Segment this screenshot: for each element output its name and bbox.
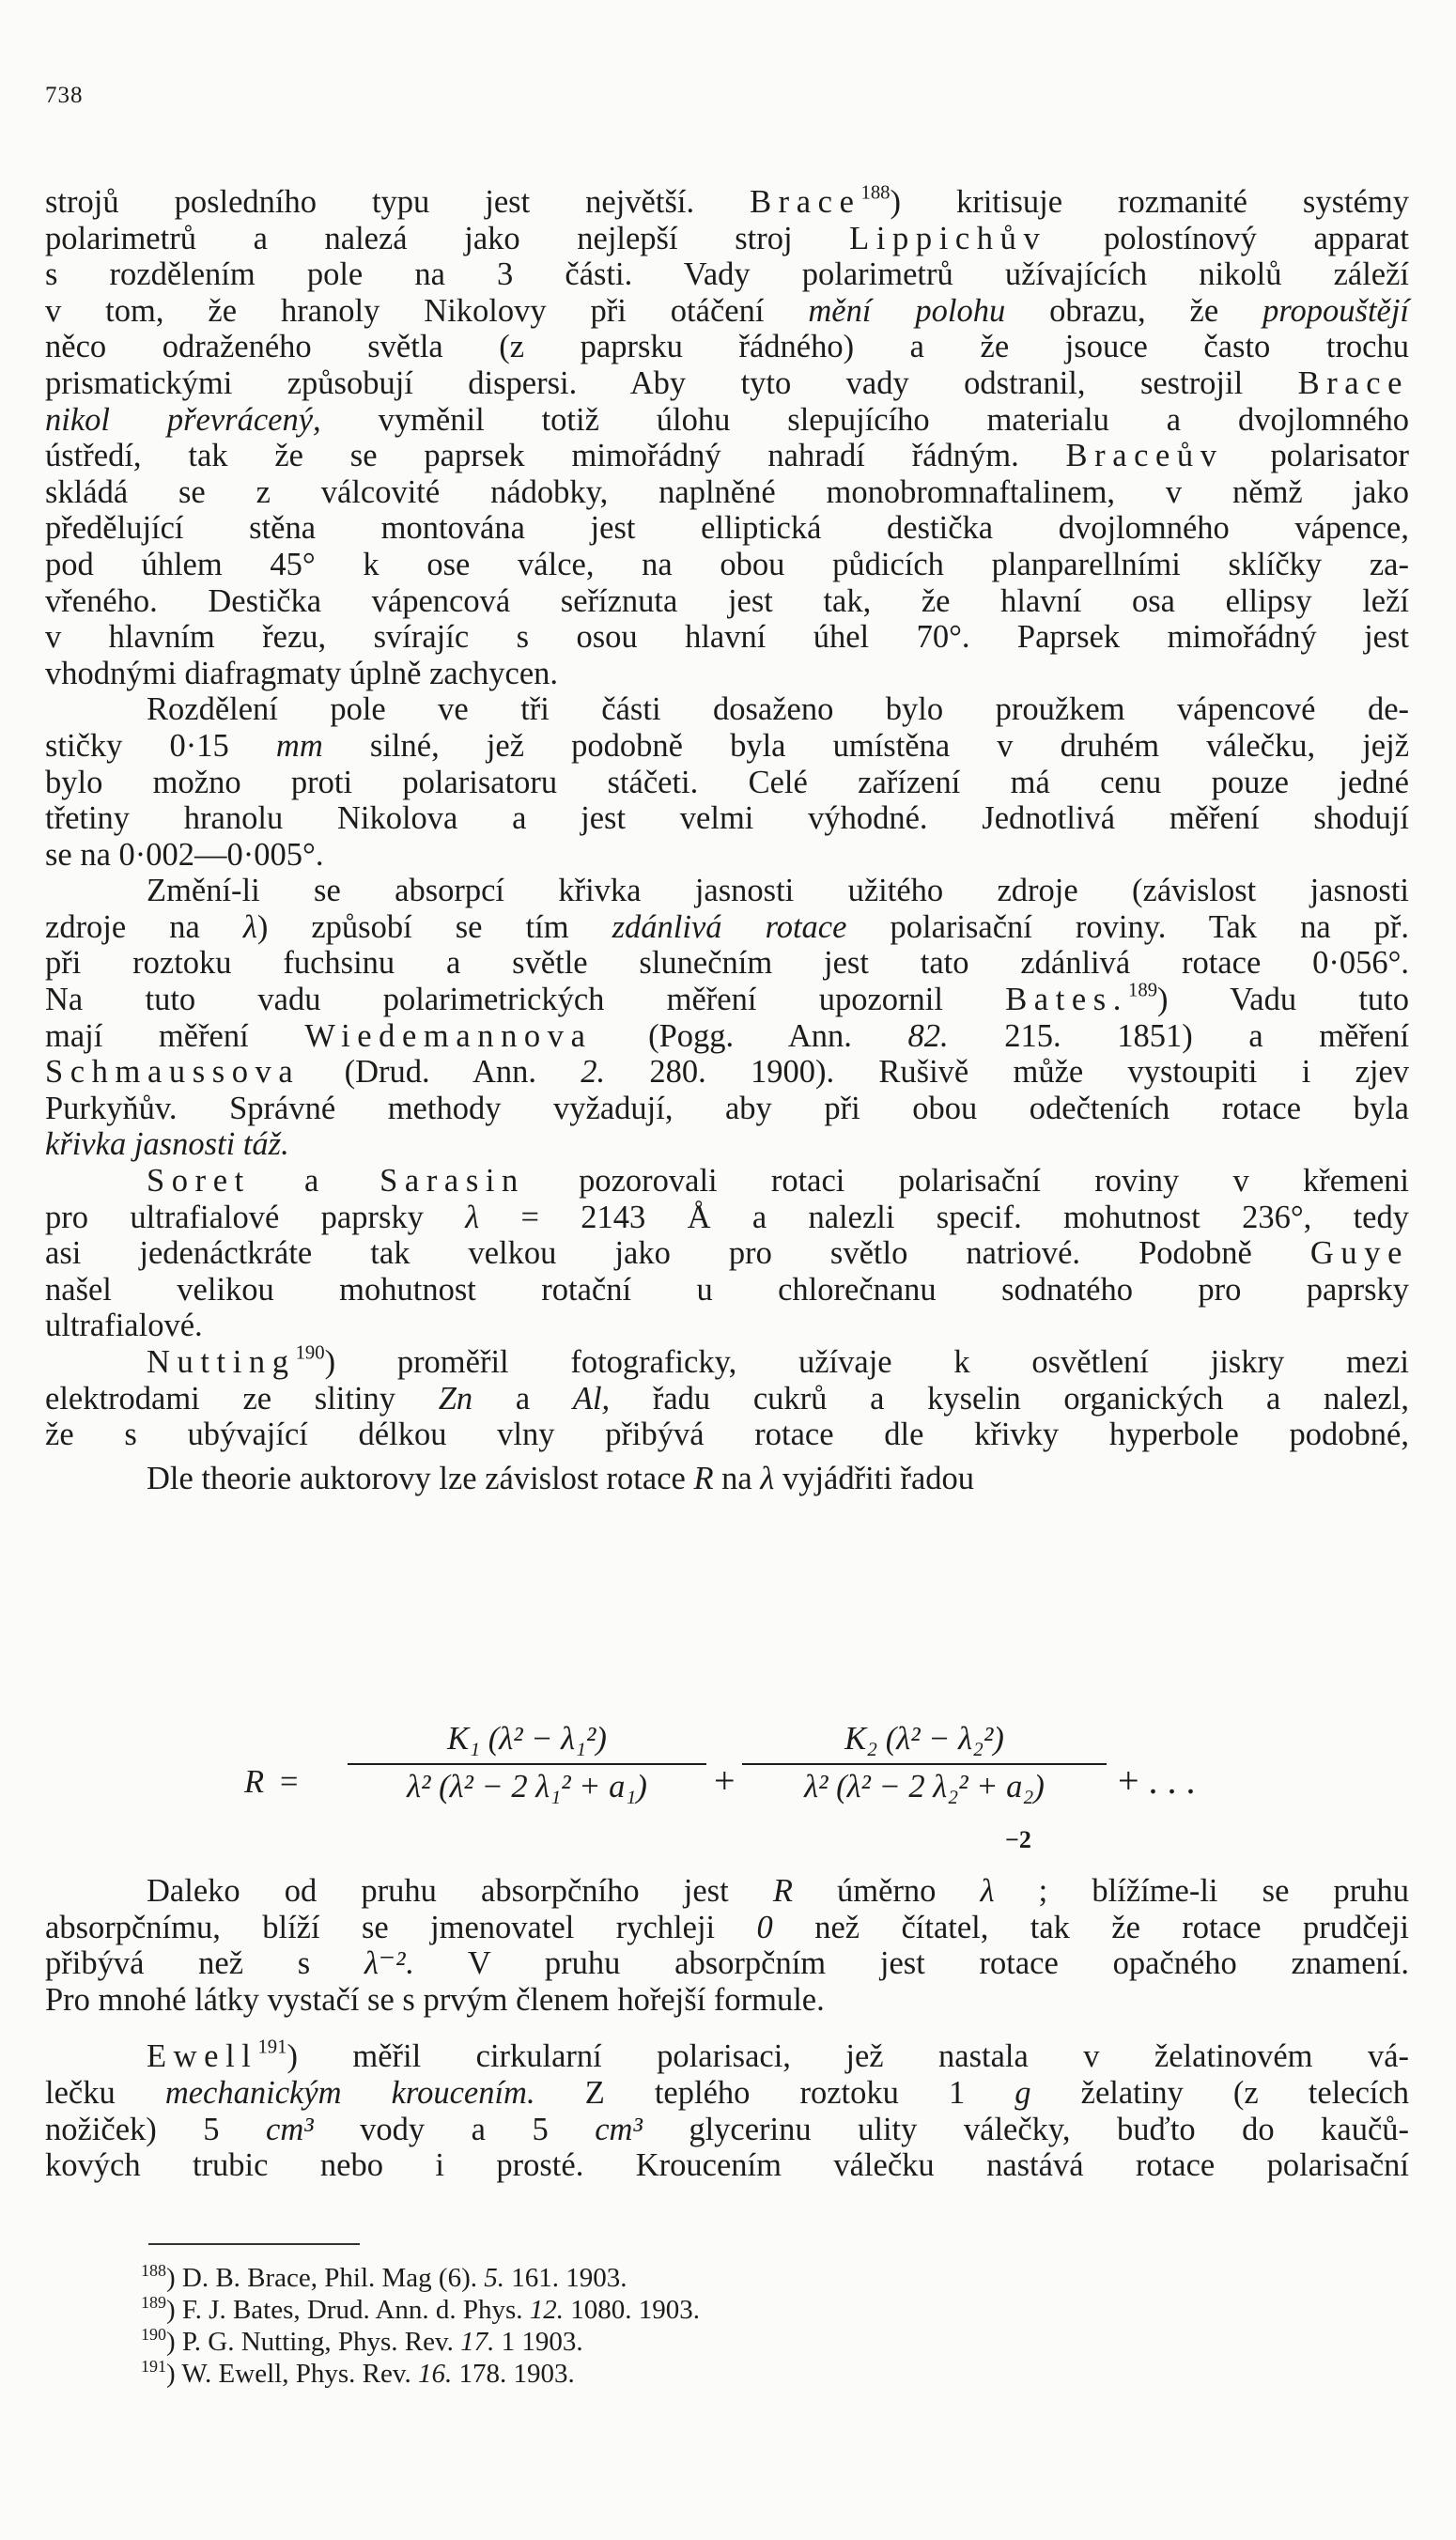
formula-lhs: R [244, 1764, 265, 1800]
paragraph-theory: Dle theorie auktorovy lze závislost rotace R na λ vyjádřiti řadou [147, 1460, 975, 1496]
formula-plus: + [714, 1759, 736, 1802]
paragraph-nutting: Nutting$^{190}$) proměřil fotograficky, užívaje k osvětlení jiskry mezi elektrodami ze slitiny Zn a Al, řadu cukrů a kyselin organických a nalezl, že s ubývající délkou vlny přibývá rotace dle křivky hyperbole podobné, [45, 1342, 1409, 1453]
formula-term-1 [348, 1721, 706, 1805]
formula-equals: = [280, 1764, 299, 1800]
paragraph-field-division: Rozdělení pole ve tři části dosaženo bylo proužkem vápencové de- stičky 0·15 mm silné, jež podobně byla umístěna v druhém válečku, jejž bylo možno proti polarisatoru stáčeti. Celé zařízení má cenu pouze jedné třetiny hranolu Nikolova a jest velmi výhodné. Jednotlivá měření shodují se na 0·002—0·005°. [45, 691, 1410, 873]
paragraph-brace: strojů posledního typu jest největší. Brace$^{188}$) kritisuje rozmanité systémy polarimetrů a nalezá jako nejlepší stroj Lippichův polostínový apparat s rozdělením pole na 3 části. Vady polarimetrů užívajících nikolů záleží v tom, že hranoly Nikolovy při otáčení mění polohu obrazu, že propouštějí něco odraženého světla (z paprsku řádného) a že jsouce často trochu prismatickými způsobují dispersi. Aby tyto vady odstranil, sestrojil Brace nikol převrácený, vyměnil totiž úlohu slepujícího materialu a dvojlomného ústředí, tak že se paprsek mimořádný nahradí řádným. Braceův polarisator skládá se z válcovité nádobky, naplněné monobromnaftalinem, v němž jako předělující stěna montována jest elliptická destička dvojlomného vápence, pod úhlem 45° k ose válce, na obou půdicích planparellními sklíčky za- vřeného. Destička vápencová seříznuta jest tak, že hlavní osa ellipsy leží v hlavním řezu, svírajíc s osou hlavní úhel 70°. Paprsek mimořádný jest vhodnými diafragmaty úplně zachycen. [45, 182, 1410, 691]
footnote-divider [148, 2243, 360, 2245]
footnote-188: $^{188}$) D. B. Brace, Phil. Mag (6). 5. 161. 1903. [141, 2261, 627, 2293]
paragraph-apparent-rotation: Změní-li se absorpcí křivka jasnosti užitého zdroje (závislost jasnosti zdroje na λ) způsobí se tím zdánlivá rotace polarisační roviny. Tak na př. při roztoku fuchsinu a světle slunečním jest tato zdánlivá rotace 0·056°. Na tuto vadu polarimetrických měření upozornil Bates.$^{189}$) Vadu tuto mají měření Wiedemannova (Pogg. Ann. 82. 215. 1851) a měření Schmaussova (Drud. Ann. 2. 280. 1900). Rušivě může vystoupiti i zjev Purkyňův. Správné methody vyžadují, aby při obou odečteních rotace byla křivka jasnosti táž. [45, 873, 1410, 1163]
formula-denominator-1: λ² (λ² − 2 λ₁² + a₁) [407, 1769, 647, 1804]
footnotes [141, 2262, 1080, 2390]
formula-numerator-1: K₁ (λ² − λ₁²) [447, 1721, 607, 1757]
formula-exponent-note: −2 [1005, 1826, 1031, 1853]
page-number: 738 [45, 83, 84, 108]
formula-numerator-2: K₂ (λ² − λ₂²) [844, 1721, 1004, 1757]
footnote-190: $^{190}$) P. G. Nutting, Phys. Rev. 17. 1 1903. [141, 2325, 583, 2357]
formula-term-2 [742, 1721, 1107, 1805]
formula-continuation: + . . . [1118, 1759, 1196, 1802]
footnote-189: $^{189}$) F. J. Bates, Drud. Ann. d. Phys. 12. 1080. 1903. [141, 2293, 701, 2325]
paragraph-soret-sarasin: Soret a Sarasin pozorovali rotaci polarisační roviny v křemeni pro ultrafialové paprsky λ = 2143 Å a nalezli specif. mohutnost 236°, tedy asi jedenáctkráte tak velkou jako pro světlo natriové. Podobně Guye našel velikou mohutnost rotační u chlorečnanu sodnatého pro paprsky ultrafialové. [45, 1163, 1410, 1344]
formula-denominator-2: λ² (λ² − 2 λ₂² + a₂) [804, 1769, 1045, 1804]
body-text-lower [45, 1873, 1409, 2184]
footnote-191: $^{191}$) W. Ewell, Phys. Rev. 16. 178. 1903. [141, 2357, 575, 2389]
paragraph-ewell: Ewell$^{191}$) měřil cirkularní polarisaci, jež nastala v želatinovém vá- lečku mechanickým kroucením. Z teplého roztoku 1 g želatiny (z telecích nožiček) 5 cm³ vody a 5 cm³ glycerinu ulity válečky, buďto do kaučů- kových trubic nebo i prosté. Kroucením válečku nastává rotace polarisační [45, 2037, 1410, 2184]
body-text-upper [45, 184, 1409, 1496]
rotation-formula [244, 1721, 1278, 1862]
paragraph-absorption-band: Daleko od pruhu absorpčního jest R úměrno λ ; blížíme-li se pruhu absorpčnímu, blíží se jmenovatel rychleji 0 než čítatel, tak že rotace prudčeji přibývá než s λ⁻². V pruhu absorpčním jest rotace opačného znamení. Pro mnohé látky vystačí se s prvým členem hořejší formule. [45, 1873, 1410, 2018]
